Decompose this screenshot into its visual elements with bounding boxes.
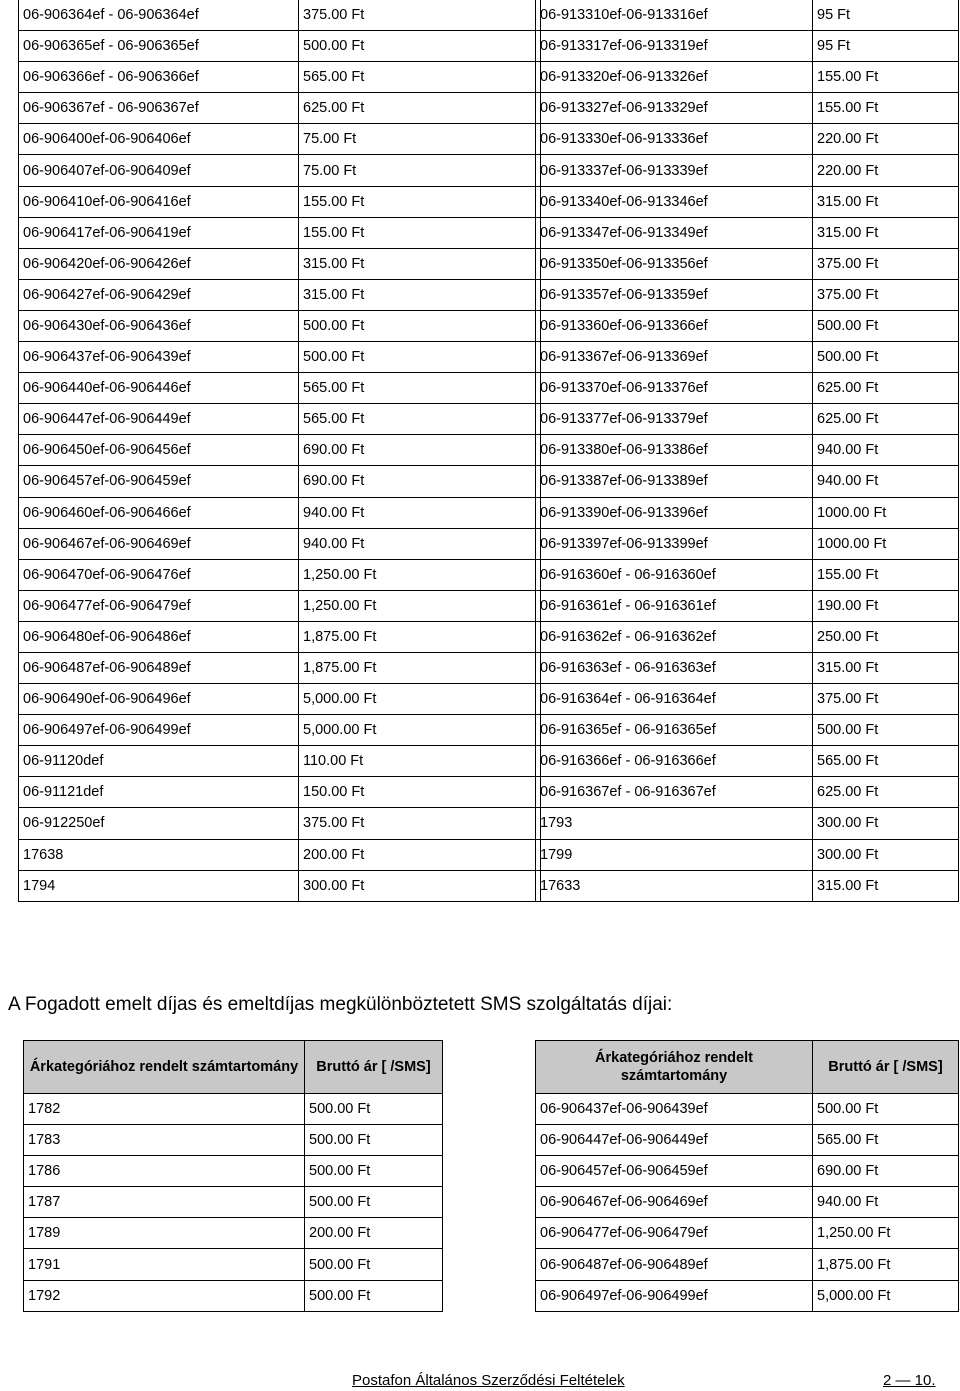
table-row	[19, 373, 541, 404]
table-row	[536, 0, 959, 31]
price-cell: 1,875.00 Ft	[299, 652, 541, 683]
price-cell: 690.00 Ft	[299, 466, 541, 497]
table-row	[536, 62, 959, 93]
price-cell: 155.00 Ft	[299, 217, 541, 248]
number-range-cell: 17633	[536, 870, 813, 901]
table-row	[536, 497, 959, 528]
header-number-range: Árkategóriához rendelt számtartomány	[536, 1041, 813, 1094]
price-cell: 110.00 Ft	[299, 746, 541, 777]
table-row	[536, 684, 959, 715]
number-range-cell: 06-906460ef-06-906466ef	[19, 497, 299, 528]
number-range-cell: 1791	[24, 1249, 305, 1280]
number-range-cell: 17638	[19, 839, 299, 870]
number-range-cell: 06-913320ef-06-913326ef	[536, 62, 813, 93]
table-row	[536, 248, 959, 279]
number-range-cell: 06-913367ef-06-913369ef	[536, 342, 813, 373]
table-row	[536, 528, 959, 559]
price-cell: 500.00 Ft	[813, 1094, 959, 1125]
number-range-cell: 1783	[24, 1125, 305, 1156]
price-table-right	[535, 0, 959, 902]
number-range-cell: 06-906487ef-06-906489ef	[536, 1249, 813, 1280]
number-range-cell: 06-906367ef - 06-906367ef	[19, 93, 299, 124]
number-range-cell: 06-906467ef-06-906469ef	[536, 1187, 813, 1218]
number-range-cell: 06-913337ef-06-913339ef	[536, 155, 813, 186]
table-row	[536, 124, 959, 155]
table-row	[19, 559, 541, 590]
number-range-cell: 06-906467ef-06-906469ef	[19, 528, 299, 559]
table-row	[536, 590, 959, 621]
number-range-cell: 06-906427ef-06-906429ef	[19, 279, 299, 310]
table-row	[536, 715, 959, 746]
table-row	[536, 777, 959, 808]
table-row	[536, 1249, 959, 1280]
table-row	[19, 248, 541, 279]
price-cell: 1000.00 Ft	[813, 497, 959, 528]
price-cell: 155.00 Ft	[299, 186, 541, 217]
table-row	[24, 1218, 443, 1249]
table-row	[19, 310, 541, 341]
table-row	[24, 1125, 443, 1156]
number-range-cell: 1782	[24, 1094, 305, 1125]
price-cell: 625.00 Ft	[813, 373, 959, 404]
price-cell: 375.00 Ft	[813, 684, 959, 715]
price-cell: 315.00 Ft	[813, 652, 959, 683]
number-range-cell: 06-91120def	[19, 746, 299, 777]
price-cell: 250.00 Ft	[813, 621, 959, 652]
price-cell: 200.00 Ft	[299, 839, 541, 870]
number-range-cell: 06-906417ef-06-906419ef	[19, 217, 299, 248]
table-row	[536, 870, 959, 901]
table-row	[19, 777, 541, 808]
price-cell: 500.00 Ft	[299, 342, 541, 373]
table-row	[19, 93, 541, 124]
price-cell: 220.00 Ft	[813, 155, 959, 186]
table-row	[536, 1187, 959, 1218]
number-range-cell: 06-906407ef-06-906409ef	[19, 155, 299, 186]
price-cell: 375.00 Ft	[299, 808, 541, 839]
table-row	[536, 1156, 959, 1187]
number-range-cell: 06-906420ef-06-906426ef	[19, 248, 299, 279]
table-row	[536, 746, 959, 777]
table-row	[536, 1218, 959, 1249]
table-row	[19, 497, 541, 528]
price-cell: 565.00 Ft	[813, 746, 959, 777]
number-range-cell: 06-906497ef-06-906499ef	[536, 1280, 813, 1311]
number-range-cell: 06-913390ef-06-913396ef	[536, 497, 813, 528]
price-cell: 375.00 Ft	[813, 279, 959, 310]
number-range-cell: 1787	[24, 1187, 305, 1218]
table-row	[536, 31, 959, 62]
price-cell: 500.00 Ft	[305, 1125, 443, 1156]
number-range-cell: 06-913360ef-06-913366ef	[536, 310, 813, 341]
table-row	[536, 217, 959, 248]
number-range-cell: 1786	[24, 1156, 305, 1187]
table-row	[536, 559, 959, 590]
table-row	[19, 590, 541, 621]
table-row	[19, 746, 541, 777]
price-cell: 300.00 Ft	[299, 870, 541, 901]
number-range-cell: 06-906470ef-06-906476ef	[19, 559, 299, 590]
table-row	[19, 715, 541, 746]
table-row	[536, 1280, 959, 1311]
table-row	[536, 310, 959, 341]
number-range-cell: 06-916360ef - 06-916360ef	[536, 559, 813, 590]
table-row	[19, 808, 541, 839]
price-cell: 5,000.00 Ft	[813, 1280, 959, 1311]
table-row	[536, 621, 959, 652]
price-cell: 95 Ft	[813, 0, 959, 31]
number-range-cell: 06-906440ef-06-906446ef	[19, 373, 299, 404]
price-cell: 940.00 Ft	[299, 528, 541, 559]
number-range-cell: 06-916366ef - 06-916366ef	[536, 746, 813, 777]
table-row	[536, 1094, 959, 1125]
price-cell: 155.00 Ft	[813, 62, 959, 93]
price-cell: 1,250.00 Ft	[813, 1218, 959, 1249]
price-cell: 500.00 Ft	[305, 1094, 443, 1125]
table-row	[536, 155, 959, 186]
sms-price-table-left	[23, 1040, 443, 1312]
price-cell: 565.00 Ft	[299, 373, 541, 404]
price-cell: 500.00 Ft	[305, 1249, 443, 1280]
price-cell: 500.00 Ft	[305, 1156, 443, 1187]
number-range-cell: 06-913370ef-06-913376ef	[536, 373, 813, 404]
table-row	[536, 93, 959, 124]
price-cell: 95 Ft	[813, 31, 959, 62]
table-row	[19, 279, 541, 310]
number-range-cell: 1789	[24, 1218, 305, 1249]
table-row	[536, 839, 959, 870]
table-row	[536, 404, 959, 435]
price-cell: 315.00 Ft	[813, 217, 959, 248]
number-range-cell: 06-913340ef-06-913346ef	[536, 186, 813, 217]
number-range-cell: 06-906490ef-06-906496ef	[19, 684, 299, 715]
number-range-cell: 06-913380ef-06-913386ef	[536, 435, 813, 466]
number-range-cell: 06-906480ef-06-906486ef	[19, 621, 299, 652]
table-row	[19, 124, 541, 155]
number-range-cell: 06-912250ef	[19, 808, 299, 839]
table-row	[19, 62, 541, 93]
number-range-cell: 06-913350ef-06-913356ef	[536, 248, 813, 279]
header-gross-price: Bruttó ár [ /SMS]	[305, 1041, 443, 1094]
table-row	[536, 1125, 959, 1156]
price-cell: 375.00 Ft	[813, 248, 959, 279]
table-row	[536, 186, 959, 217]
number-range-cell: 06-906410ef-06-906416ef	[19, 186, 299, 217]
number-range-cell: 06-913310ef-06-913316ef	[536, 0, 813, 31]
number-range-cell: 1792	[24, 1280, 305, 1311]
price-cell: 690.00 Ft	[813, 1156, 959, 1187]
number-range-cell: 06-913377ef-06-913379ef	[536, 404, 813, 435]
table-row	[19, 155, 541, 186]
price-table-right-body	[536, 0, 959, 901]
price-cell: 625.00 Ft	[299, 93, 541, 124]
price-cell: 75.00 Ft	[299, 155, 541, 186]
number-range-cell: 06-906450ef-06-906456ef	[19, 435, 299, 466]
price-cell: 315.00 Ft	[813, 870, 959, 901]
number-range-cell: 06-91121def	[19, 777, 299, 808]
price-cell: 940.00 Ft	[813, 1187, 959, 1218]
table-row	[24, 1249, 443, 1280]
table-row	[24, 1156, 443, 1187]
price-cell: 375.00 Ft	[299, 0, 541, 31]
table-row	[24, 1187, 443, 1218]
number-range-cell: 06-906365ef - 06-906365ef	[19, 31, 299, 62]
number-range-cell: 06-913327ef-06-913329ef	[536, 93, 813, 124]
price-cell: 940.00 Ft	[299, 497, 541, 528]
table-row	[19, 839, 541, 870]
number-range-cell: 06-913357ef-06-913359ef	[536, 279, 813, 310]
price-cell: 1000.00 Ft	[813, 528, 959, 559]
price-cell: 5,000.00 Ft	[299, 684, 541, 715]
number-range-cell: 06-906366ef - 06-906366ef	[19, 62, 299, 93]
price-cell: 200.00 Ft	[305, 1218, 443, 1249]
number-range-cell: 06-913330ef-06-913336ef	[536, 124, 813, 155]
number-range-cell: 06-906364ef - 06-906364ef	[19, 0, 299, 31]
price-cell: 565.00 Ft	[299, 62, 541, 93]
table-row	[19, 652, 541, 683]
sms-price-table-right-body	[536, 1041, 959, 1312]
price-cell: 190.00 Ft	[813, 590, 959, 621]
number-range-cell: 06-906457ef-06-906459ef	[19, 466, 299, 497]
table-row	[536, 373, 959, 404]
price-cell: 300.00 Ft	[813, 839, 959, 870]
number-range-cell: 06-916367ef - 06-916367ef	[536, 777, 813, 808]
table-row	[19, 684, 541, 715]
table-row	[19, 404, 541, 435]
number-range-cell: 06-906487ef-06-906489ef	[19, 652, 299, 683]
price-cell: 500.00 Ft	[813, 342, 959, 373]
price-cell: 500.00 Ft	[299, 31, 541, 62]
number-range-cell: 06-916362ef - 06-916362ef	[536, 621, 813, 652]
sms-price-table-left-body	[24, 1041, 443, 1312]
price-cell: 940.00 Ft	[813, 435, 959, 466]
table-row	[19, 466, 541, 497]
table-row	[19, 342, 541, 373]
number-range-cell: 06-906437ef-06-906439ef	[19, 342, 299, 373]
table-row	[19, 621, 541, 652]
price-cell: 690.00 Ft	[299, 435, 541, 466]
table-row	[536, 279, 959, 310]
price-cell: 500.00 Ft	[305, 1280, 443, 1311]
price-cell: 315.00 Ft	[813, 186, 959, 217]
price-cell: 1,250.00 Ft	[299, 559, 541, 590]
table-row	[19, 186, 541, 217]
price-cell: 1,250.00 Ft	[299, 590, 541, 621]
table-row	[19, 0, 541, 31]
price-table-left	[18, 0, 541, 902]
number-range-cell: 06-913347ef-06-913349ef	[536, 217, 813, 248]
price-cell: 500.00 Ft	[299, 310, 541, 341]
price-cell: 625.00 Ft	[813, 404, 959, 435]
number-range-cell: 06-906437ef-06-906439ef	[536, 1094, 813, 1125]
table-row	[536, 466, 959, 497]
number-range-cell: 06-916363ef - 06-916363ef	[536, 652, 813, 683]
price-cell: 500.00 Ft	[813, 715, 959, 746]
number-range-cell: 1793	[536, 808, 813, 839]
number-range-cell: 06-906447ef-06-906449ef	[536, 1125, 813, 1156]
header-gross-price: Bruttó ár [ /SMS]	[813, 1041, 959, 1094]
table-row	[536, 342, 959, 373]
price-cell: 150.00 Ft	[299, 777, 541, 808]
price-cell: 300.00 Ft	[813, 808, 959, 839]
number-range-cell: 06-906497ef-06-906499ef	[19, 715, 299, 746]
table-row	[24, 1280, 443, 1311]
number-range-cell: 06-913387ef-06-913389ef	[536, 466, 813, 497]
table-row	[536, 435, 959, 466]
price-cell: 155.00 Ft	[813, 559, 959, 590]
number-range-cell: 06-906447ef-06-906449ef	[19, 404, 299, 435]
table-row	[19, 217, 541, 248]
price-cell: 500.00 Ft	[813, 310, 959, 341]
table-row	[19, 31, 541, 62]
number-range-cell: 06-916361ef - 06-916361ef	[536, 590, 813, 621]
number-range-cell: 06-913397ef-06-913399ef	[536, 528, 813, 559]
footer-document-title: Postafon Általános Szerződési Feltételek	[352, 1372, 625, 1389]
number-range-cell: 06-906477ef-06-906479ef	[19, 590, 299, 621]
price-cell: 565.00 Ft	[299, 404, 541, 435]
price-table-left-body	[19, 0, 541, 901]
table-row	[536, 652, 959, 683]
price-cell: 565.00 Ft	[813, 1125, 959, 1156]
price-cell: 315.00 Ft	[299, 279, 541, 310]
price-cell: 1,875.00 Ft	[813, 1249, 959, 1280]
price-cell: 940.00 Ft	[813, 466, 959, 497]
price-cell: 1,875.00 Ft	[299, 621, 541, 652]
number-range-cell: 1794	[19, 870, 299, 901]
price-cell: 5,000.00 Ft	[299, 715, 541, 746]
price-cell: 155.00 Ft	[813, 93, 959, 124]
table-row	[19, 528, 541, 559]
price-cell: 500.00 Ft	[305, 1187, 443, 1218]
table-row	[19, 435, 541, 466]
table-row	[24, 1094, 443, 1125]
number-range-cell: 06-916365ef - 06-916365ef	[536, 715, 813, 746]
price-cell: 625.00 Ft	[813, 777, 959, 808]
number-range-cell: 06-916364ef - 06-916364ef	[536, 684, 813, 715]
number-range-cell: 06-906457ef-06-906459ef	[536, 1156, 813, 1187]
number-range-cell: 06-906430ef-06-906436ef	[19, 310, 299, 341]
table-row	[536, 808, 959, 839]
header-number-range: Árkategóriához rendelt számtartomány	[24, 1041, 305, 1094]
price-cell: 75.00 Ft	[299, 124, 541, 155]
number-range-cell: 06-906400ef-06-906406ef	[19, 124, 299, 155]
footer-page-number: 2 — 10.	[883, 1372, 936, 1389]
sms-price-table-right	[535, 1040, 959, 1312]
number-range-cell: 06-913317ef-06-913319ef	[536, 31, 813, 62]
price-cell: 220.00 Ft	[813, 124, 959, 155]
number-range-cell: 06-906477ef-06-906479ef	[536, 1218, 813, 1249]
table-row	[19, 870, 541, 901]
price-cell: 315.00 Ft	[299, 248, 541, 279]
sms-section-title: A Fogadott emelt díjas és emeltdíjas megkülönböztetett SMS szolgáltatás díjai:	[8, 994, 673, 1015]
number-range-cell: 1799	[536, 839, 813, 870]
